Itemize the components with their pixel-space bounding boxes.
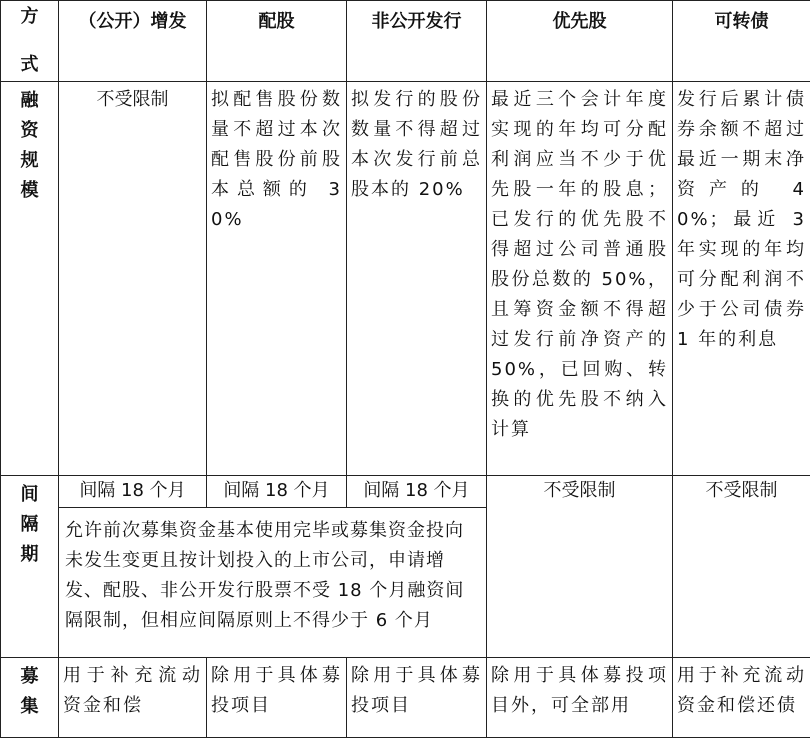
- header-convertible-bond: 可转债: [673, 1, 810, 82]
- header-row: [1, 1, 810, 82]
- interval-private: 间隔 18 个月: [347, 476, 487, 508]
- scale-public: 不受限制: [59, 82, 207, 476]
- label-financing-scale: 融 资 规 模: [1, 82, 59, 476]
- header-preferred-stock: 优先股: [487, 1, 673, 82]
- header-rights-issue: 配股: [207, 1, 347, 82]
- scale-convertible: 发行后累计债券余额不超过最近一期末净资产的 40%；最近 3 年实现的年均可分配利润不少于公司债券 1 年的利息: [673, 82, 810, 476]
- use-public: 用于补充流动资金和偿: [59, 658, 207, 738]
- interval-preferred: 不受限制: [487, 476, 673, 658]
- scale-private: 拟发行的股份数量不得超过本次发行前总股本的 20%: [347, 82, 487, 476]
- interval-public: 间隔 18 个月: [59, 476, 207, 508]
- header-method: 方 式: [1, 1, 59, 82]
- label-fund-use: 募 集: [1, 658, 59, 738]
- use-convertible: 用于补充流动资金和偿还债: [673, 658, 810, 738]
- row-financing-scale: [1, 82, 810, 476]
- use-preferred: 除用于具体募投项目外，可全部用: [487, 658, 673, 738]
- interval-rights: 间隔 18 个月: [207, 476, 347, 508]
- label-interval: 间 隔 期: [1, 476, 59, 658]
- header-public-offering: （公开）增发: [59, 1, 207, 82]
- interval-note: 允许前次募集资金基本使用完毕或募集资金投向未发生变更且按计划投入的上市公司，申请增发、配股、非公开发行股票不受 18 个月融资间隔限制，但相应间隔原则上不得少于 6 个月: [59, 508, 487, 658]
- row-fund-use: [1, 658, 810, 738]
- row-interval: [1, 476, 810, 508]
- header-private-placement: 非公开发行: [347, 1, 487, 82]
- scale-rights: 拟配售股份数量不超过本次配售股份前股本总额的 30%: [207, 82, 347, 476]
- interval-convertible: 不受限制: [673, 476, 810, 658]
- use-rights: 除用于具体募投项目: [207, 658, 347, 738]
- scale-preferred: 最近三个会计年度实现的年均可分配利润应当不少于优先股一年的股息；已发行的优先股不得超过公司普通股股份总数的 50%，且筹资金额不得超过发行前净资产的 50%，已回购、转换的优先股不纳入计算: [487, 82, 673, 476]
- use-private: 除用于具体募投项目: [347, 658, 487, 738]
